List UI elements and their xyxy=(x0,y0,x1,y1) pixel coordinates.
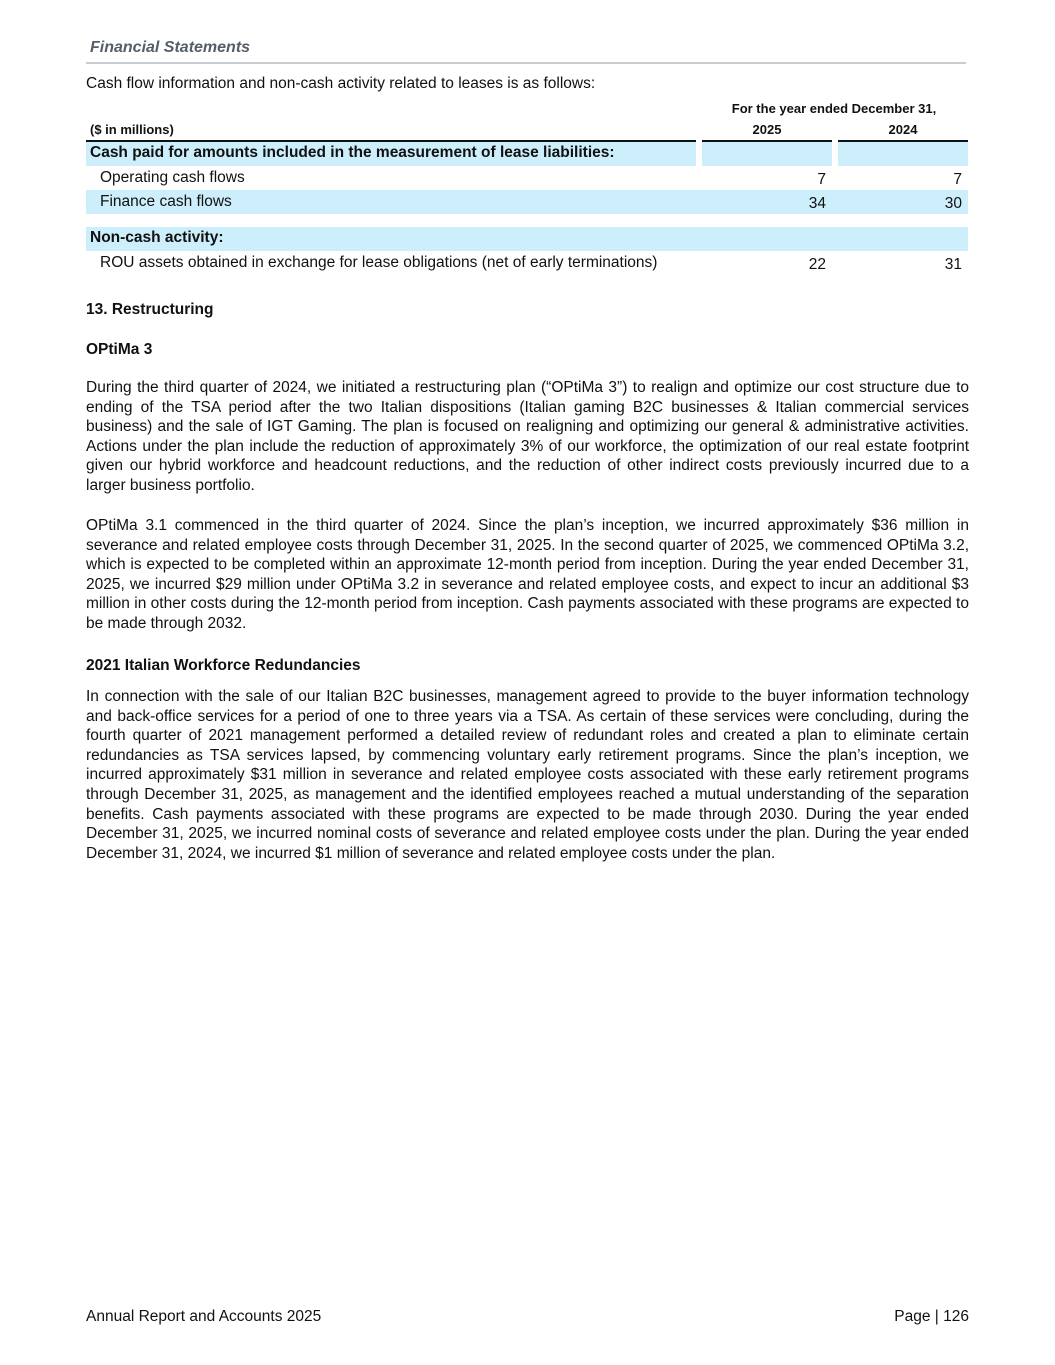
table-cell-2024: 30 xyxy=(944,195,962,212)
intro-text: Cash flow information and non-cash activity related to leases is as follows: xyxy=(86,75,596,92)
table-cell-2025: 7 xyxy=(817,171,826,188)
table-cell-2024: 7 xyxy=(953,171,962,188)
unit-label: ($ in millions) xyxy=(90,122,174,137)
italian-paragraph: In connection with the sale of our Italian B2C businesses, management agreed to provide to the buyer information technology and back-office services for a period of one to three years via a TSA. As certain of these services were concluding, during the fourth quarter of 2021 management performed a detailed review of redundant roles and created a plan to eliminate certain redundancies as TSA services lapsed, by commencing voluntary early retirement programs. Since the plan’s inception, we incurred approximately $31 million in severance and related employee costs associated with these early retirement programs through December 31, 2025, as management and the identified employees reached a mutual understanding of the separation benefits. Cash payments associated with these programs are expected to be made through 2030. During the year ended December 31, 2025, we incurred nominal costs of severance and related employee costs under the plan. During the year ended December 31, 2024, we incurred $1 million of severance and related employee costs under the plan. xyxy=(86,688,969,862)
optima-paragraph-2: OPtiMa 3.1 commenced in the third quarter of 2024. Since the plan’s inception, we incurred approximately $36 million in severance and related employee costs through December 31, 2025. In the second quarter of 2025, we commenced OPtiMa 3.2, which is expected to be completed within an approximate 12-month period from inception. During the year ended December 31, 2025, we incurred $29 million under OPtiMa 3.2 in severance and related employee costs, and expect to incur an additional $3 million in other costs during the 12-month period from inception. Cash payments associated with these programs are expected to be made through 2032. xyxy=(86,517,969,632)
footer-report-title: Annual Report and Accounts 2025 xyxy=(86,1308,322,1325)
table-row-label: Finance cash flows xyxy=(100,193,232,210)
optima-heading: OPtiMa 3 xyxy=(86,341,153,358)
footer-page-number: Page | 126 xyxy=(894,1308,969,1325)
section-band xyxy=(838,142,968,166)
table-cell-2025: 22 xyxy=(808,256,826,273)
year-2024-header: 2024 xyxy=(888,122,918,137)
restructuring-heading: 13. Restructuring xyxy=(86,301,214,318)
noncash-section-title: Non-cash activity: xyxy=(90,229,224,246)
table-cell-2024: 31 xyxy=(944,256,962,273)
optima-paragraph-1: During the third quarter of 2024, we initiated a restructuring plan (“OPtiMa 3”) to realign and optimize our cost structure due to ending of the TSA period after the two Italian dispositions (Italian gaming B2C businesses & Italian commercial services business) and the sale of IGT Gaming. The plan is focused on realigning and optimizing our general & administrative activities. Actions under the plan include the reduction of approximately 3% of our workforce, the optimization of our real estate footprint given our hybrid workforce and headcount reductions, and the reduction of other indirect costs previously incurred due to a larger business portfolio. xyxy=(86,379,969,494)
table-row-label: Operating cash flows xyxy=(100,169,245,186)
italian-heading: 2021 Italian Workforce Redundancies xyxy=(86,657,361,674)
header-divider xyxy=(86,62,966,64)
year-2025-header: 2025 xyxy=(752,122,782,137)
table-cell-2025: 34 xyxy=(808,195,826,212)
cash-paid-section-title: Cash paid for amounts included in the measurement of lease liabilities: xyxy=(90,144,615,161)
section-header: Financial Statements xyxy=(90,39,251,56)
table-row-label: ROU assets obtained in exchange for lease obligations (net of early terminations) xyxy=(100,254,658,271)
section-band xyxy=(702,142,832,166)
period-header: For the year ended December 31, xyxy=(731,101,937,116)
